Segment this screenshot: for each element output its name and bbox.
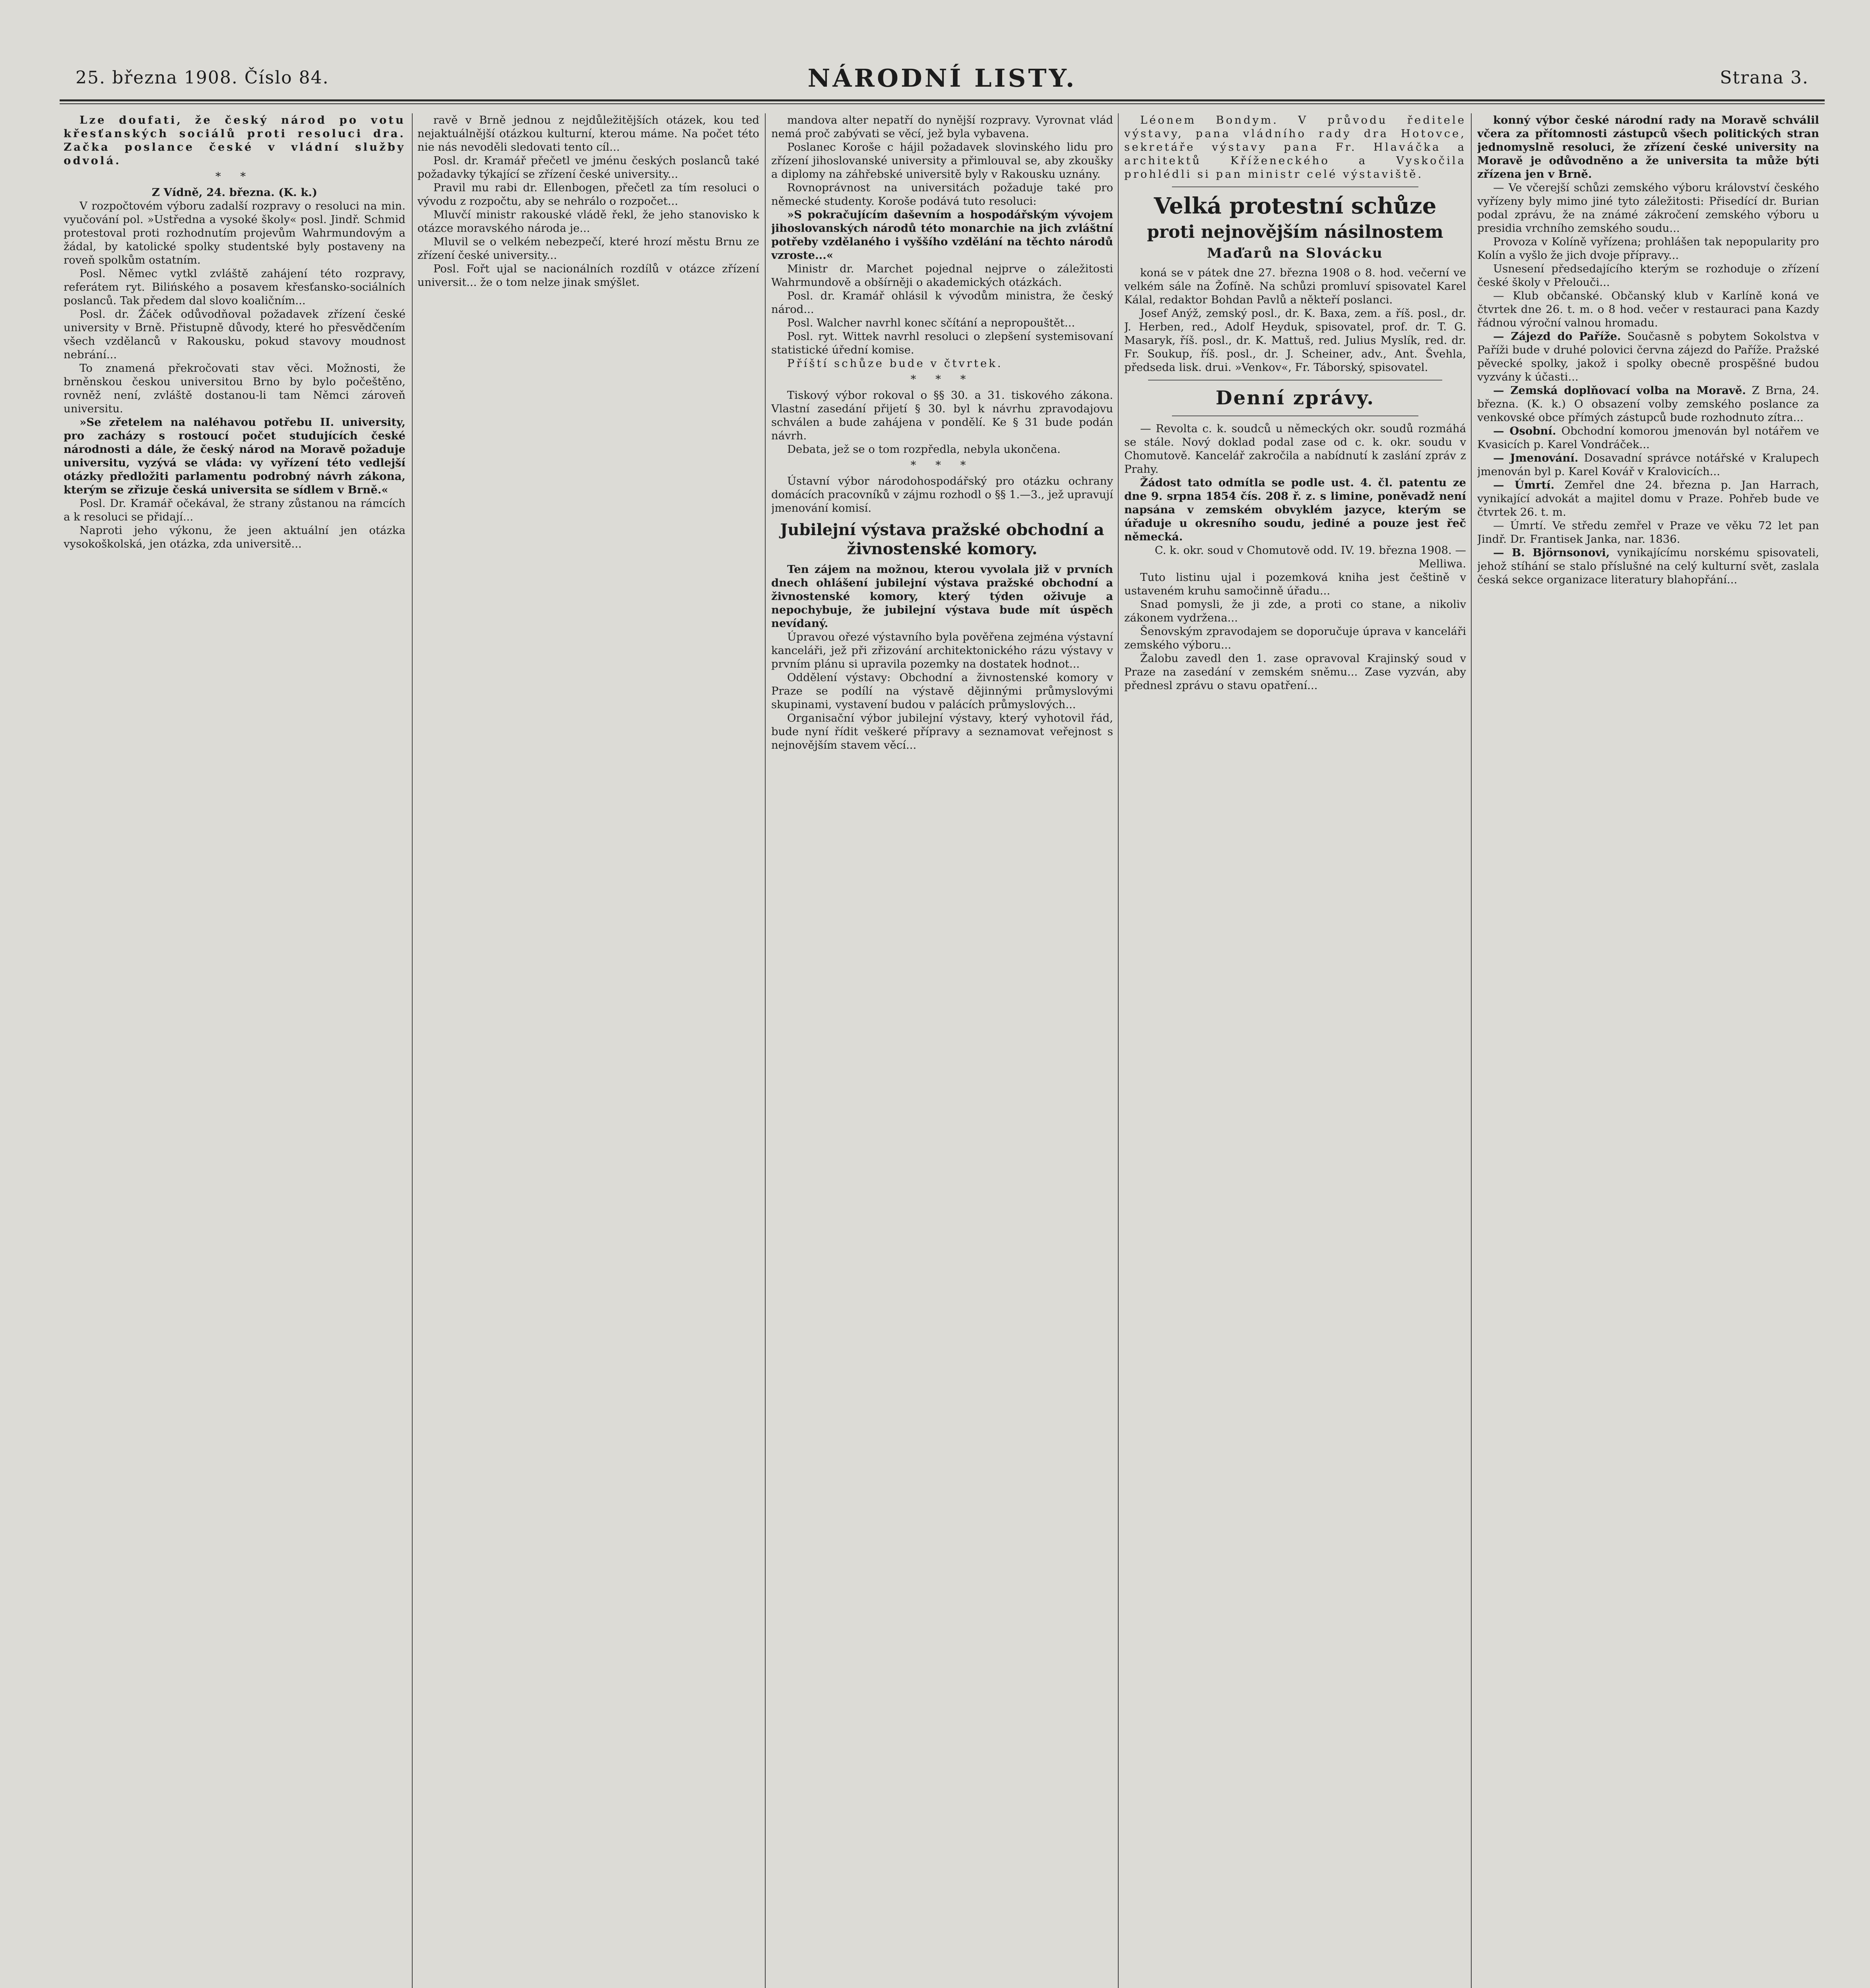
article-paragraph: Ministr dr. Marchet pojednal nejprve o záležitosti Wahrmundově a obšírněji o akademických otázkách. (771, 262, 1113, 289)
intro-paragraph: Lze doufati, že český národ po votu křesťanských sociálů proti resoluci dra. Začka poslance české v vládní služby odvolá. (64, 114, 405, 167)
article-paragraph: Provoza v Kolíně vyřízena; prohlášen tak nepopularity pro Kolín a vyšlo že jich dvoje přípravy... (1477, 235, 1819, 262)
page-number: Strana 3. (1720, 68, 1809, 88)
news-body: Obchodní komorou jmenován byl notářem ve Kvasicích p. Karel Vondráček... (1477, 425, 1819, 451)
article-paragraph: Mluvil se o velkém nebezpečí, které hrozí městu Brnu ze zřízení české university... (417, 235, 759, 262)
resolution-text: »S pokračujícím daševním a hospodářským vývojem jihoslovanských národů této monarchie na jich zvláštní potřeby vzdělaného i vyššího vzdělání na těchto národů vzroste...« (771, 208, 1113, 262)
news-body: Současně s pobytem Sokolstva v Paříži bude v druhé polovici června zájezd do Paříže. Pražské pěvecké spolky, jakož i spolky obecně prospěšné budou vyzvány k účasti... (1477, 330, 1819, 383)
news-section-title: Denní zprávy. (1215, 387, 1375, 409)
section-rule (1172, 415, 1418, 416)
news-heading: — Zájezd do Paříže. (1493, 330, 1621, 343)
separator: * * * (910, 373, 974, 386)
article-paragraph: konný výbor české národní rady na Moravě schválil včera za přítomnosti zástupců všech politických stran jednomyslně resoluci, že zřízení české university na Moravě je odůvodněno a že universita ta může býti zřízena jen v Brně. (1477, 114, 1819, 181)
article-paragraph: Posl. Němec vytkl zvláště zahájení této rozpravy, referátem ryt. Bilińského a posavem křesťansko-sociálních poslanců. Tak předem dal slovo koaličním... (64, 267, 405, 307)
news-item-heading (1477, 424, 1819, 451)
article-paragraph: Posl. Walcher navrhl konec sčítání a nepropouštět... (787, 316, 1075, 329)
article-paragraph: Pravil mu rabi dr. Ellenbogen, přečetl za tím resoluci o vývodu z rozpočtu, aby se nehrálo o rozpočet... (417, 181, 759, 208)
article-paragraph: Posl. dr. Žáček odůvodňoval požadavek zřízení české university v Brně. Přistupně důvody, které ho přesvědčením všech vzdělanců v Rakousku, pokud stavovy moudnost nebrání... (64, 308, 405, 361)
masthead-rule-thin (60, 103, 1825, 104)
article-paragraph: V rozpočtovém výboru zadalší rozpravy o resoluci na min. vyučování pol. »Ustředna a vysoké školy« posl. Jindř. Schmid protestoval proti rozhodnutím projevům Wahrmundovým a žádal, by katolické spolky studentské byly postaveny na roveň spolkům ostatním. (64, 200, 405, 266)
article-paragraph: Ústavní výbor národohospodářský pro otázku ochrany domácích pracovníků v zájmu rozhodl o §§ 1.—3., jež upravují jmenování komisí. (771, 475, 1113, 514)
column-divider (1471, 113, 1472, 1988)
news-item-heading (1477, 330, 1819, 384)
news-item-heading (1477, 478, 1819, 519)
section-rule (1148, 380, 1442, 381)
news-item-heading (1477, 451, 1819, 478)
article-paragraph: Tuto listinu ujal i pozemková kniha jest češtině v ustaveném kruhu samočinně úřadu... (1124, 571, 1466, 597)
masthead-rule (60, 99, 1825, 101)
dateline: Z Vídně, 24. března. (K. k.) (151, 186, 318, 199)
masthead (60, 60, 1825, 95)
jubilee-headline: Jubilejní výstava pražské obchodní a živnostenské komory. (780, 520, 1104, 558)
article-paragraph: To znamená překročovati stav věci. Možnosti, že brněnskou českou universitou Brno by bylo počeštěno, rovněž není, zvláště dostanou-li tam Němci zároveň universitu. (64, 362, 405, 415)
protest-subheadline-2: Maďarů na Slovácku (1207, 245, 1383, 261)
news-item-heading (1477, 384, 1819, 424)
newspaper-title: NÁRODNÍ LISTY. (807, 64, 1077, 93)
article-paragraph: Poslanec Koroše c hájil požadavek slovinského lidu pro zřízení jihoslovanské university a přimlouval se, aby zkoušky a diplomy na záhřebské universitě byly v Rakousku uznány. (771, 141, 1113, 181)
news-item: — Klub občanské. Občanský klub v Karlíně koná ve čtvrtek dne 26. t. m. o 8 hod. večer v restauraci pana Kazdy řádnou výroční valnou hromadu. (1477, 289, 1819, 329)
article-paragraph: Rovnoprávnost na universitách požaduje také pro německé studenty. Koroše podává tuto resoluci: (771, 181, 1113, 208)
news-heading: — Zemská doplňovací volba na Moravě. (1493, 384, 1746, 397)
article-paragraph: Posl. Dr. Kramář očekával, že strany zůstanou na rámcích a k resoluci se přidají... (64, 497, 405, 523)
news-item: — Úmrtí. Ve středu zemřel v Praze ve věku 72 let pan Jindř. Dr. Frantisek Janka, nar. 1836. (1477, 519, 1819, 546)
news-body: Dosavadní správce notářské v Kralupech jmenován byl p. Karel Kovář v Kralovicích... (1477, 452, 1819, 478)
protest-signatories: Josef Anýž, zemský posl., dr. K. Baxa, zem. a říš. posl., dr. J. Herben, red., Adolf Heyduk, spisovatel, prof. dr. T. G. Masaryk, říš. posl., dr. K. Mattuš, red. Julius Myslík, red. dr. Fr. Soukup, říš. posl., dr. J. Scheiner, adv., Ant. Švehla, předseda lisk. drui. »Venkov«, Fr. Táborský, spisovatel. (1124, 307, 1466, 374)
article-paragraph: Oddělení výstavy: Obchodní a živnostenské komory v Praze se podílí na výstavě dějinnými průmyslovými skupinami, vystavení budou v palácích průmyslových... (771, 671, 1113, 711)
article-paragraph: Léonem Bondym. V průvodu ředitele výstavy, pana vládního rady dra Hotovce, sekretáře výstavy pana Fr. Hlaváčka a architektů Kříženeckého a Vyskočila prohlédli si pan ministr celé výstaviště. (1124, 114, 1466, 181)
protest-announcement: koná se v pátek dne 27. března 1908 o 8. hod. večerní ve velkém sále na Žofíně. Na schůzi promluví spisovatel Karel Kálal, redaktor Bohdan Pavlů a někteří poslanci. (1124, 266, 1466, 306)
column-divider (1118, 113, 1119, 1988)
article-paragraph: Žalobu zavedl den 1. zase opravoval Krajinský soud v Praze na zasedání v zemském sněmu... Zase vyzván, aby přednesl zprávu o stavu opatření... (1124, 652, 1466, 692)
column-divider (765, 113, 766, 1988)
article-paragraph: Posl. Fořt ujal se nacionálních rozdílů v otázce zřízení universit... že o tom nelze jinak smýšlet. (417, 262, 759, 289)
section-rule (1172, 186, 1418, 187)
article-paragraph: Posl. dr. Kramář ohlásil k vývodům ministra, že český národ... (771, 289, 1113, 316)
article-paragraph: Příští schůze bude v čtvrtek. (787, 357, 1003, 370)
news-item-heading (1477, 546, 1819, 586)
protest-subheadline: proti nejnovějším násilnostem (1147, 222, 1443, 242)
news-item: — Revolta c. k. soudců u německých okr. soudů rozmáhá se stále. Nový doklad podal zase od c. k. okr. soudu v Chomutově. Kancelář zakročila a nabídnutí k zaslání zpráv z Prahy. (1124, 422, 1466, 476)
news-body: vynikajícímu norskému spisovateli, jehož stíhání se stalo příslušné na celý kulturní svět, zaslala česká sekce organizace literatury blahopřání... (1477, 546, 1819, 586)
separator: * * * (910, 459, 974, 472)
column-divider (412, 113, 413, 1988)
date-issue: 25. března 1908. Číslo 84. (76, 68, 329, 88)
article-paragraph: Debata, jež se o tom rozpředla, nebyla ukončena. (787, 443, 1061, 456)
article-paragraph: Úpravou ořezé výstavního byla pověřena zejména výstavní kanceláři, jež při zřizování architektonického rázu výstavy v prvním plánu si upravila pozemky na dostatek hodnot... (771, 631, 1113, 670)
resolution-text: »Se zřetelem na naléhavou potřebu II. university, pro zacházy s rostoucí počet studujících české národnosti a dále, že český národ na Moravě požaduje universitu, vyzývá se vláda: vy vyřízení této vedlejší otázky předložiti parlamentu podrobný návrh zákona, kterým se zřizuje česká universita se sídlem v Brně.« (64, 416, 405, 496)
column-3 (771, 113, 1113, 1988)
column-4 (1124, 113, 1466, 1988)
news-heading: — Jmenování. (1493, 452, 1579, 464)
court-document: Žádost tato odmítla se podle ust. 4. čl. patentu ze dne 9. srpna 1854 čís. 208 ř. z. s limine, poněvadž není napsána v zemském obvyklém jazyce, kterým se úřaduje u okresního soudu, jediné a pouze jest řeč německá. (1124, 476, 1466, 543)
article-paragraph: Snad pomysli, že ji zde, a proti co stane, a nikoliv zákonem vydržena... (1124, 598, 1466, 624)
protest-headline: Velká protestní schůze (1154, 193, 1437, 219)
column-1 (64, 113, 405, 1988)
article-paragraph: Usnesení předsedajícího kterým se rozhoduje o zřízení české školy v Přelouči... (1477, 262, 1819, 289)
article-paragraph: mandova alter nepatří do nynější rozpravy. Vyrovnat vlád nemá proč zabývati se věcí, jež byla vybavena. (771, 114, 1113, 140)
column-5 (1477, 113, 1819, 1988)
news-heading: — Osobní. (1493, 425, 1556, 437)
newspaper-page (60, 60, 1825, 1988)
court-signature: C. k. okr. soud v Chomutově odd. IV. 19. března 1908. — Melliwa. (1154, 544, 1466, 570)
article-paragraph: Posl. ryt. Wittek navrhl resoluci o zlepšení systemisovaní statistické úřední komise. (771, 330, 1113, 356)
article-paragraph: Ten zájem na možnou, kterou vyvolala již v prvních dnech ohlášení jubilejní výstava pražské obchodní a živnostenské komory, který týden oživuje a nepochybuje, že jubilejní výstava bude mít úspěch nevídaný. (771, 563, 1113, 630)
article-paragraph: ravě v Brně jednou z nejdůležitějších otázek, kou teď nejaktuálnější otázkou kulturní, kterou máme. Na počet této nie nás nevoděli sledovati tento cíl... (417, 114, 759, 153)
news-heading: — Úmrtí. (1493, 479, 1555, 491)
separator: * * (215, 170, 254, 183)
news-heading: — B. Björnsonovi, (1493, 546, 1610, 559)
article-paragraph: Mluvčí ministr rakouské vládě řekl, že jeho stanovisko k otázce moravského národa je... (417, 208, 759, 235)
article-paragraph: Tiskový výbor rokoval o §§ 30. a 31. tiskového zákona. Vlastní zasedání přijetí § 30. byl k návrhu zpravodajovu schválen a bude zahájena v pondělí. Ke § 31 bude podán návrh. (771, 389, 1113, 442)
news-body: Z Brna, 24. března. (K. k.) O obsazení volby zemského poslance za venkovské obce přímých zástupců bude rozhodnuto zítra... (1477, 384, 1819, 424)
article-paragraph: Posl. dr. Kramář přečetl ve jménu českých poslanců také požadavky týkající se zřízení české university... (417, 154, 759, 181)
news-body: Zemřel dne 24. března p. Jan Harrach, vynikající advokát a majitel domu v Praze. Pohřeb bude ve čtvrtek 26. t. m. (1477, 479, 1819, 518)
column-2 (417, 113, 759, 1988)
article-paragraph: Šenovským zpravodajem se doporučuje úprava v kanceláři zemského výboru... (1124, 625, 1466, 651)
news-item: — Ve včerejší schůzi zemského výboru království českého vyřízeny byly mimo jiné tyto záležitosti: Přisedící dr. Burian podal zprávu, že na známé zákročení zemského výboru u presidia vrchního zemského soudu... (1477, 181, 1819, 235)
article-paragraph: Naproti jeho výkonu, že jeen aktuální jen otázka vysokoškolská, jen otázka, zda universitě... (64, 524, 405, 550)
article-paragraph: Organisační výbor jubilejní výstavy, který vyhotovil řád, bude nyní řídit veškeré přípravy a seznamovat veřejnost s nejnovějším stavem věcí... (771, 712, 1113, 751)
